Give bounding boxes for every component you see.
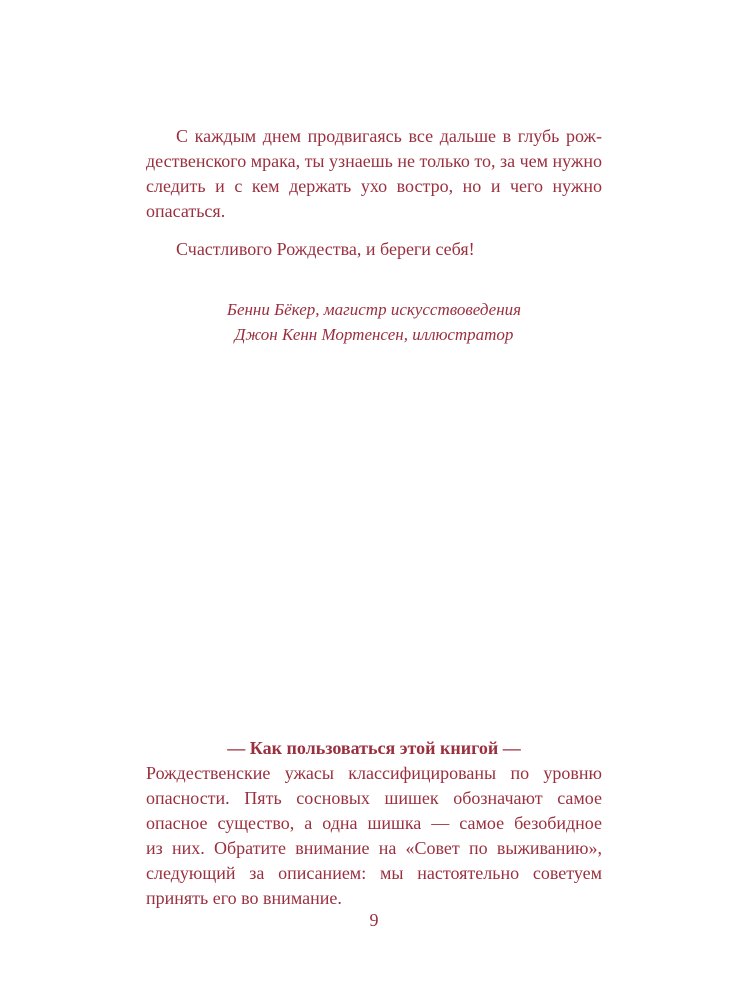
greeting-paragraph: Счастливого Рождества, и береги себя! xyxy=(176,239,475,259)
howto-line: опасное существо, а одна шишка — самое безобидное xyxy=(146,813,602,833)
intro-paragraph: С каждым днем продвигаясь все дальше в глубь рождественского мрака, ты узнаешь не только то, за чем нужно следить и с кем держать ухо востро, но и чего нужно опасаться. xyxy=(146,126,602,221)
howto-line: опасности. Пять сосновых шишек обозначают самое xyxy=(146,788,602,808)
howto-body xyxy=(146,761,602,911)
howto-line: из них. Обратите внимание на «Совет по выживанию», xyxy=(146,838,602,858)
signature-author: Бенни Бёкер, магистр искусствоведения xyxy=(226,300,522,319)
signature-illustrator: Джон Кенн Мортенсен, иллюстратор xyxy=(234,325,514,344)
howto-line: принять его во внимание. xyxy=(146,888,342,908)
howto-line: следующий за описанием: мы настоятельно советуем xyxy=(146,863,602,883)
howto-title: — Как пользоваться этой книгой — xyxy=(227,738,521,758)
page-number: 9 xyxy=(369,910,379,930)
signatures xyxy=(146,297,602,347)
howto-line: Рождественские ужасы классифицированы по уровню xyxy=(146,763,602,783)
